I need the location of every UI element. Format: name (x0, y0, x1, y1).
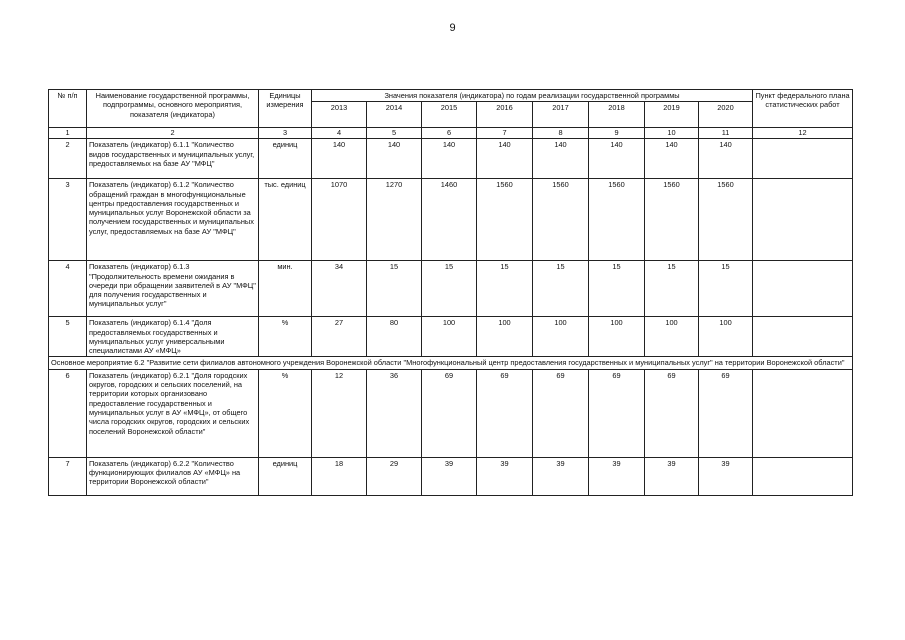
column-number: 3 (259, 128, 312, 139)
indicator-unit: мин. (259, 261, 312, 317)
indicator-value: 69 (422, 369, 477, 457)
federal-plan-cell (753, 179, 853, 261)
column-number: 10 (645, 128, 699, 139)
indicator-value: 39 (422, 457, 477, 495)
indicator-value: 140 (367, 139, 422, 179)
indicator-value: 15 (699, 261, 753, 317)
indicator-value: 1560 (699, 179, 753, 261)
indicator-value: 100 (477, 317, 533, 357)
indicator-value: 39 (589, 457, 645, 495)
indicator-value: 15 (367, 261, 422, 317)
indicator-value: 15 (533, 261, 589, 317)
indicator-value: 39 (533, 457, 589, 495)
header-year: 2019 (645, 102, 699, 128)
indicator-value: 140 (699, 139, 753, 179)
indicator-value: 100 (699, 317, 753, 357)
indicator-value: 100 (589, 317, 645, 357)
indicator-value: 69 (533, 369, 589, 457)
column-number: 2 (87, 128, 259, 139)
column-number: 5 (367, 128, 422, 139)
federal-plan-cell (753, 261, 853, 317)
indicator-name: Показатель (индикатор) 6.2.1 "Доля городских округов, городских и сельских поселений, на территории которых организовано предоставление государственных и муниципальных услуг в АУ «МФЦ», от общего числа городских округов, городских и сельских поселений Воронежской области" (87, 369, 259, 457)
indicator-value: 1560 (477, 179, 533, 261)
indicator-name: Показатель (индикатор) 6.2.2 "Количество функционирующих филиалов АУ «МФЦ» на территории Воронежской области" (87, 457, 259, 495)
indicator-value: 1560 (533, 179, 589, 261)
row-number: 5 (49, 317, 87, 357)
header-year: 2016 (477, 102, 533, 128)
header-name: Наименование государственной программы, подпрограммы, основного мероприятия, показателя (индикатора) (87, 90, 259, 128)
table-row (49, 139, 853, 179)
indicator-unit: единиц (259, 139, 312, 179)
indicator-name: Показатель (индикатор) 6.1.2 "Количество обращений граждан в многофункциональные центры предоставления государственных и муниципальных услуг Воронежской области за получением государственных и муниципальных услуг, предоставляемых на базе АУ "МФЦ" (87, 179, 259, 261)
row-number: 3 (49, 179, 87, 261)
federal-plan-cell (753, 139, 853, 179)
table-row (49, 179, 853, 261)
indicator-value: 1460 (422, 179, 477, 261)
row-number: 4 (49, 261, 87, 317)
indicator-unit: % (259, 369, 312, 457)
section-row (49, 357, 853, 369)
column-number: 6 (422, 128, 477, 139)
indicator-unit: тыс. единиц (259, 179, 312, 261)
indicator-value: 39 (645, 457, 699, 495)
indicator-value: 34 (312, 261, 367, 317)
header-year: 2014 (367, 102, 422, 128)
indicator-value: 100 (422, 317, 477, 357)
section-title: Основное мероприятие 6.2 "Развитие сети филиалов автономного учреждения Воронежской области "Многофункциональный центр предоставления государственных и муниципальных услуг" на территории Воронежской области" (49, 357, 853, 369)
row-number: 6 (49, 369, 87, 457)
federal-plan-cell (753, 317, 853, 357)
header-year: 2020 (699, 102, 753, 128)
indicator-name: Показатель (индикатор) 6.1.3 "Продолжительность времени ожидания в очереди при обращении заявителей в АУ "МФЦ" для получения государственных и муниципальных услуг" (87, 261, 259, 317)
indicator-value: 36 (367, 369, 422, 457)
indicator-value: 15 (477, 261, 533, 317)
indicator-value: 80 (367, 317, 422, 357)
indicator-value: 140 (312, 139, 367, 179)
indicator-value: 15 (645, 261, 699, 317)
indicators-table (48, 89, 853, 496)
indicator-value: 140 (477, 139, 533, 179)
indicator-value: 140 (422, 139, 477, 179)
column-numbers-row (49, 128, 853, 139)
header-year: 2017 (533, 102, 589, 128)
indicator-name: Показатель (индикатор) 6.1.1 "Количество видов государственных и муниципальных услуг, предоставляемых на базе АУ "МФЦ" (87, 139, 259, 179)
header-year: 2018 (589, 102, 645, 128)
indicator-value: 39 (477, 457, 533, 495)
table-row (49, 369, 853, 457)
indicator-value: 69 (699, 369, 753, 457)
indicator-value: 100 (645, 317, 699, 357)
column-number: 4 (312, 128, 367, 139)
table-row (49, 261, 853, 317)
indicator-value: 1070 (312, 179, 367, 261)
federal-plan-cell (753, 457, 853, 495)
column-number: 12 (753, 128, 853, 139)
table-row (49, 457, 853, 495)
indicator-value: 69 (589, 369, 645, 457)
indicator-unit: единиц (259, 457, 312, 495)
indicator-unit: % (259, 317, 312, 357)
column-number: 11 (699, 128, 753, 139)
header-row (49, 90, 853, 102)
header-federal: Пункт федерального плана статистических работ (753, 90, 853, 128)
column-number: 9 (589, 128, 645, 139)
indicator-name: Показатель (индикатор) 6.1.4 "Доля предоставляемых государственных и муниципальных услуг универсальными специалистами АУ «МФЦ» (87, 317, 259, 357)
header-values-group: Значения показателя (индикатора) по годам реализации государственной программы (312, 90, 753, 102)
header-year: 2013 (312, 102, 367, 128)
indicator-value: 140 (533, 139, 589, 179)
table-row (49, 317, 853, 357)
indicator-value: 69 (645, 369, 699, 457)
indicator-value: 12 (312, 369, 367, 457)
column-number: 7 (477, 128, 533, 139)
federal-plan-cell (753, 369, 853, 457)
page-number: 9 (449, 22, 456, 34)
indicator-value: 69 (477, 369, 533, 457)
indicator-value: 100 (533, 317, 589, 357)
column-number: 1 (49, 128, 87, 139)
header-unit: Единицы измерения (259, 90, 312, 128)
row-number: 7 (49, 457, 87, 495)
indicator-value: 1560 (589, 179, 645, 261)
indicator-value: 15 (589, 261, 645, 317)
indicator-value: 39 (699, 457, 753, 495)
indicator-value: 140 (589, 139, 645, 179)
indicator-value: 140 (645, 139, 699, 179)
indicator-value: 29 (367, 457, 422, 495)
header-year: 2015 (422, 102, 477, 128)
indicator-value: 1270 (367, 179, 422, 261)
indicator-value: 27 (312, 317, 367, 357)
header-no: № п/п (49, 90, 87, 128)
row-number: 2 (49, 139, 87, 179)
column-number: 8 (533, 128, 589, 139)
indicator-value: 15 (422, 261, 477, 317)
indicator-value: 1560 (645, 179, 699, 261)
indicator-value: 18 (312, 457, 367, 495)
